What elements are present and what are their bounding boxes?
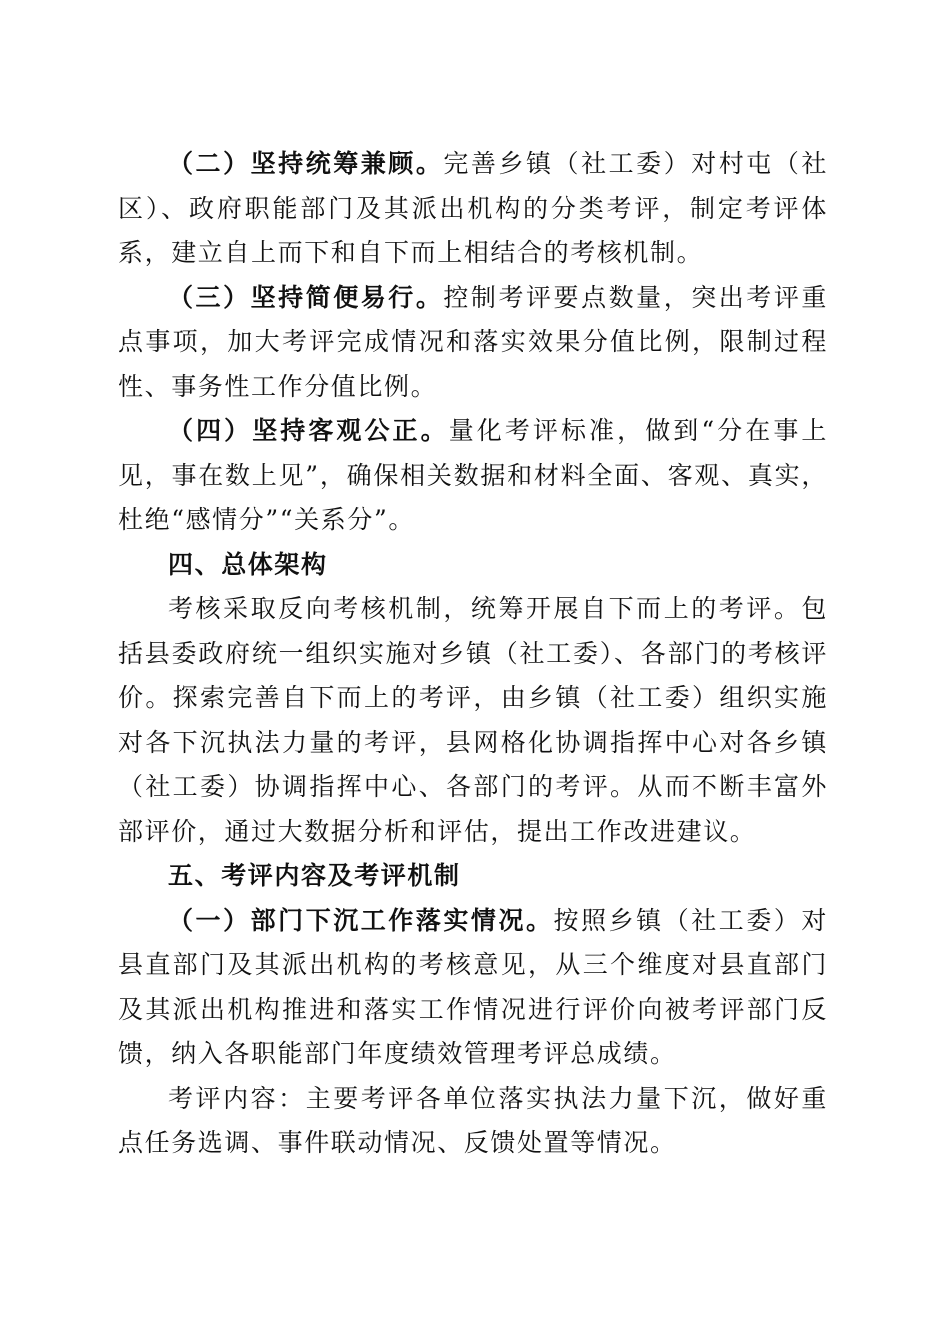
paragraph-overall-structure: 考核采取反向考核机制，统筹开展自下而上的考评。包括县委政府统一组织实施对乡镇（社工委）、各部门的考核评价。探索完善自下而上的考评，由乡镇（社工委）组织实施对各下沉执法力量的考评，县网格化协调指挥中心对各乡镇（社工委）协调指挥中心、各部门的考评。从而不断丰富外部评价，通过大数据分析和评估，提出工作改进建议。 (118, 594, 828, 846)
paragraph-lead: （一）部门下沉工作落实情况。 (168, 905, 554, 935)
paragraph-evaluation-items: 考评内容：主要考评各单位落实执法力量下沉，做好重点任务选调、事件联动情况、反馈处置等情况。 (118, 1083, 828, 1157)
paragraph-text: 控制考评要点数量，突出考评重点事项，加大考评完成情况和落实效果分值比例，限制过程性、事务性工作分值比例。 (118, 282, 828, 401)
paragraph-lead: （二）坚持统筹兼顾。 (168, 149, 444, 178)
paragraph-department-implementation (118, 899, 828, 1077)
paragraph-text: 按照乡镇（社工委）对县直部门及其派出机构的考核意见，从三个维度对县直部门及其派出机构推进和落实工作情况进行评价向被考评部门反馈，纳入各职能部门年度绩效管理考评总成绩。 (118, 905, 828, 1068)
paragraph-objectivity (118, 409, 828, 543)
paragraph-coordination (118, 142, 828, 276)
paragraph-text: 完善乡镇（社工委）对村屯（社区）、政府职能部门及其派出机构的分类考评，制定考评体系，建立自上而下和自下而上相结合的考核机制。 (118, 149, 828, 267)
section-heading-overall-structure: 四、总体架构 (168, 549, 328, 579)
document-page (118, 142, 828, 1166)
paragraph-lead: （四）坚持客观公正。 (168, 416, 449, 445)
paragraph-lead: （三）坚持简便易行。 (168, 282, 444, 312)
paragraph-simplicity (118, 276, 828, 410)
section-heading-evaluation-content: 五、考评内容及考评机制 (168, 861, 461, 890)
paragraph-text: 量化考评标准，做到“分在事上见，事在数上见”，确保相关数据和材料全面、客观、真实，杜绝“感情分”“关系分”。 (118, 416, 828, 534)
